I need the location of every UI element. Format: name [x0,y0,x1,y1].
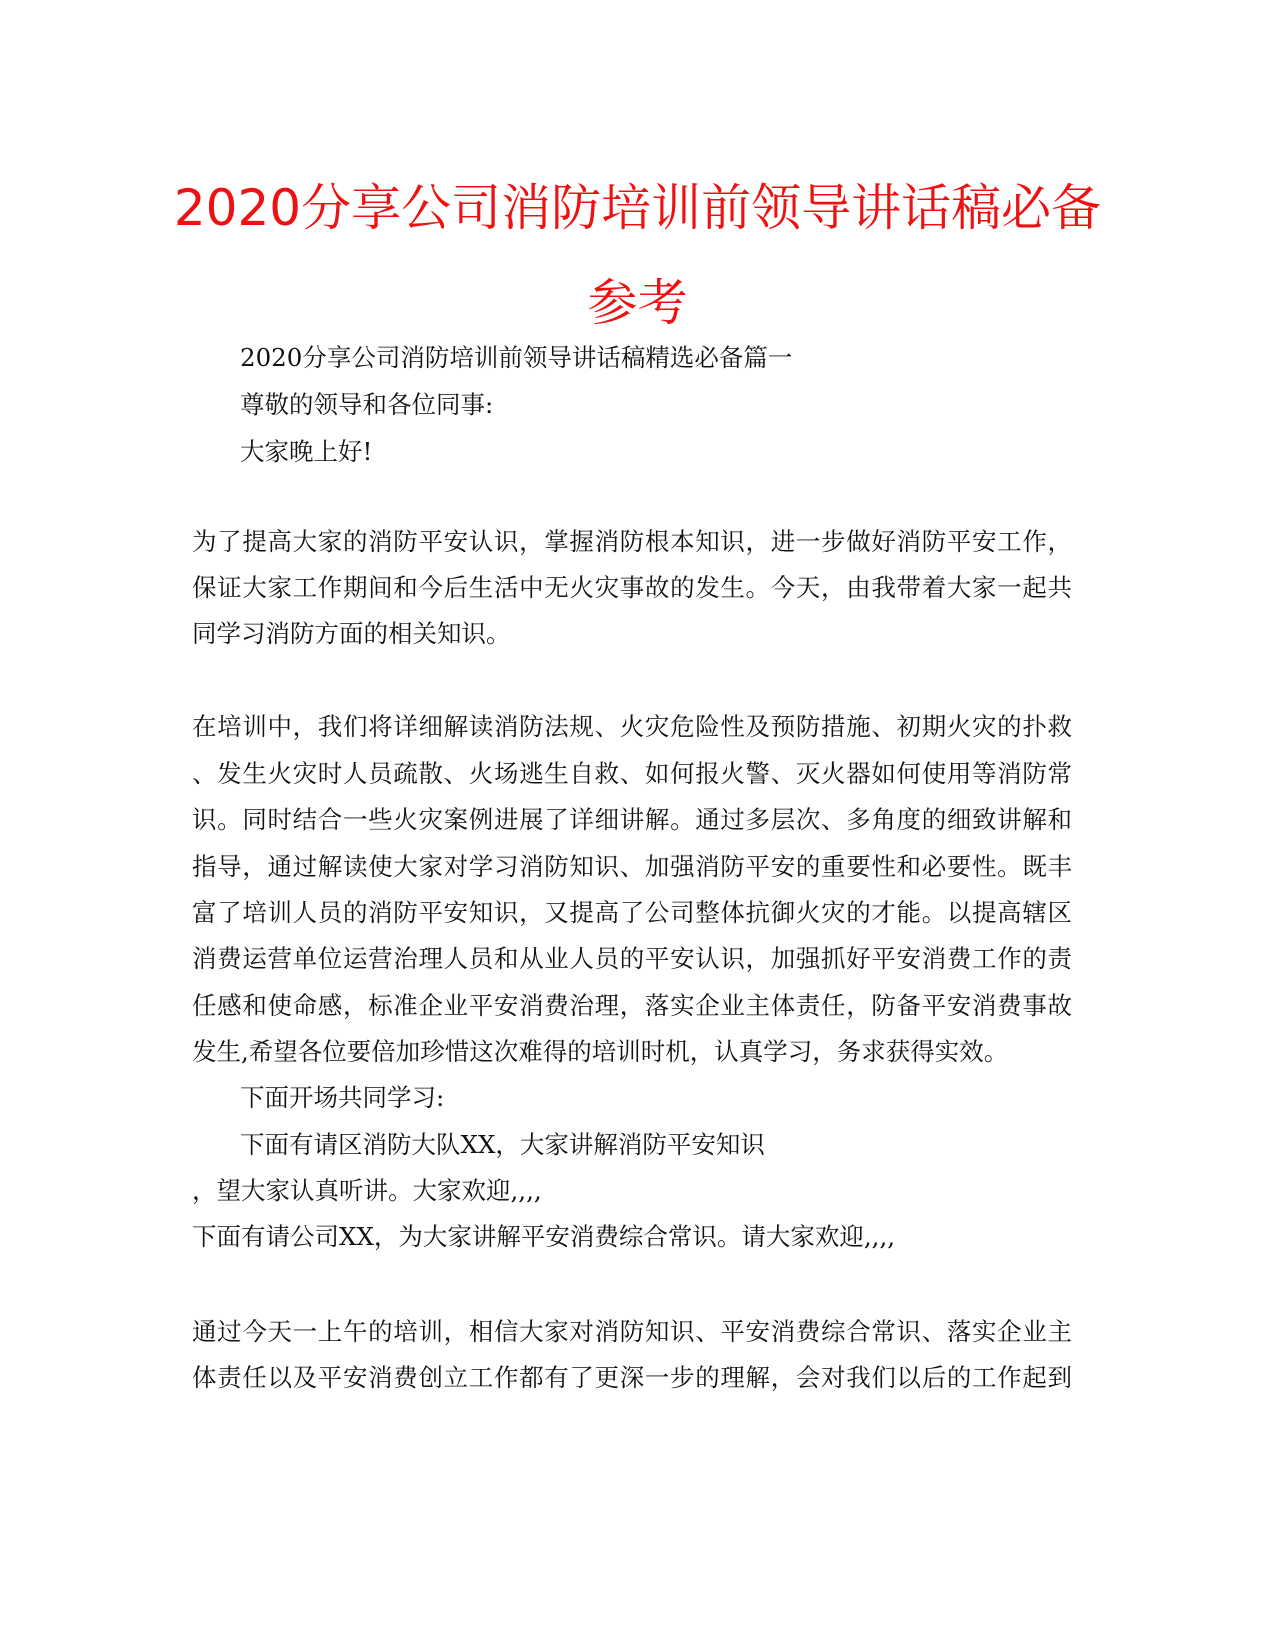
paragraph-1-line: 同学习消防方面的相关知识。 [192,619,511,648]
paragraph-1-line: 为了提高大家的消防平安认识，掌握消防根本知识，进一步做好消防平安工作， [192,527,1072,556]
schedule-item-1: 下面有请区消防大队XX，大家讲解消防平安知识 [240,1130,765,1159]
paragraph-2-line: 指导，通过解读使大家对学习消防知识、加强消防平安的重要性和必要性。既丰 [192,852,1072,881]
paragraph-2-line: 、发生火灾时人员疏散、火场逃生自救、如何报火警、灭火器如何使用等消防常 [192,759,1072,788]
greeting: 大家晚上好! [240,437,373,466]
paragraph-3-line: 体责任以及平安消费创立工作都有了更深一步的理解，会对我们以后的工作起到 [192,1363,1072,1392]
subheading: 2020分享公司消防培训前领导讲话稿精选必备篇一 [240,343,793,372]
document-title-line-2: 参考 [587,274,688,332]
paragraph-2-line: 识。同时结合一些火灾案例进展了详细讲解。通过多层次、多角度的细致讲解和 [192,805,1072,834]
schedule-item-1-continued: ，望大家认真听讲。大家欢迎,,,, [192,1176,542,1205]
schedule-intro: 下面开场共同学习: [240,1083,445,1112]
paragraph-2-line: 任感和使命感，标准企业平安消费治理，落实企业主体责任，防备平安消费事故 [192,991,1072,1020]
schedule-item-2: 下面有请公司XX，为大家讲解平安消费综合常识。请大家欢迎,,,, [192,1222,896,1251]
salutation: 尊敬的领导和各位同事: [240,390,494,419]
paragraph-2-line: 发生,希望各位要倍加珍惜这次难得的培训时机，认真学习，务求获得实效。 [192,1037,1009,1066]
paragraph-2-line: 消费运营单位运营治理人员和从业人员的平安认识，加强抓好平安消费工作的责 [192,944,1072,973]
paragraph-2-line: 在培训中，我们将详细解读消防法规、火灾危险性及预防措施、初期火灾的扑救 [192,712,1072,741]
paragraph-1-line: 保证大家工作期间和今后生活中无火灾事故的发生。今天，由我带着大家一起共 [192,573,1072,602]
paragraph-3-line: 通过今天一上午的培训，相信大家对消防知识、平安消费综合常识、落实企业主 [192,1317,1072,1346]
document-title-line-1: 2020分享公司消防培训前领导讲话稿必备 [173,179,1102,237]
paragraph-2-line: 富了培训人员的消防平安知识，又提高了公司整体抗御火灾的才能。以提高辖区 [192,898,1072,927]
